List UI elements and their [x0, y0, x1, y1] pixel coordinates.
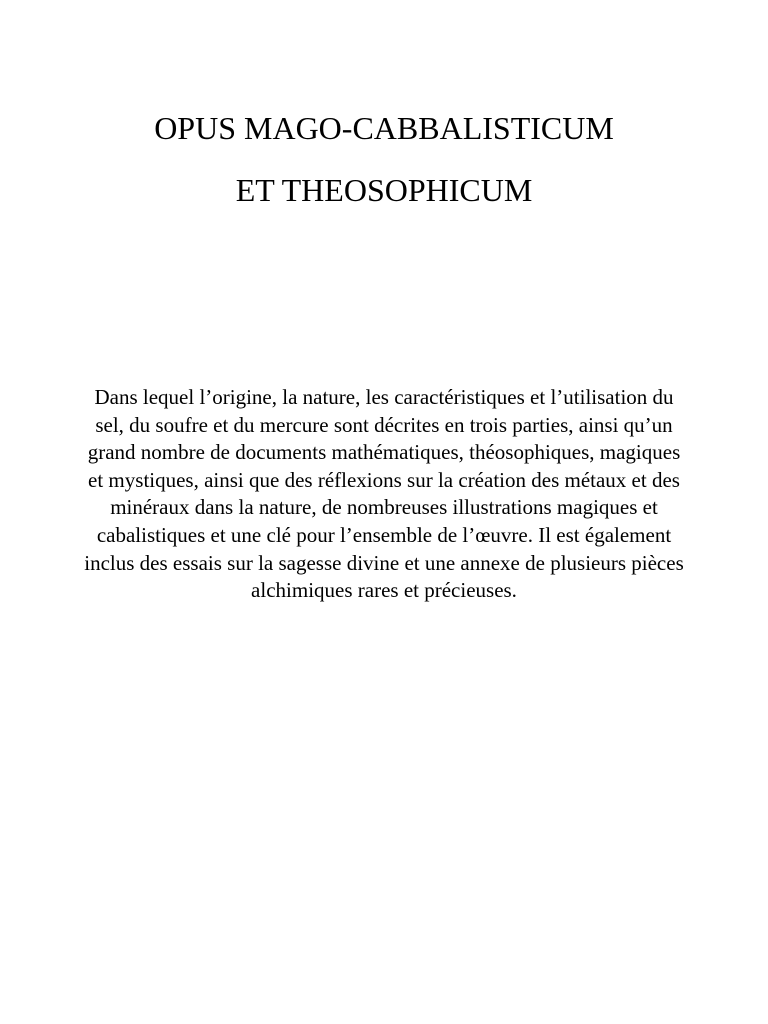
description-paragraph: Dans lequel l’origine, la nature, les caractéristiques et l’utilisation du sel, du soufre et du mercure sont décrites en trois parties, ainsi qu’un grand nombre de documents mathématiques, théosophiques, magiques et mystiques, ainsi que des réflexions sur la création des métaux et des minéraux dans la nature, de nombreuses illustrations magiques et cabalistiques et une clé pour l’ensemble de l’œuvre. Il est également inclus des essais sur la sagesse divine et une annexe de plusieurs pièces alchimiques rares et précieuses.	[84, 385, 684, 603]
title-line-2: ET THEOSOPHICUM	[235, 172, 533, 208]
title-line-1: OPUS MAGO-CABBALISTICUM	[154, 110, 614, 146]
